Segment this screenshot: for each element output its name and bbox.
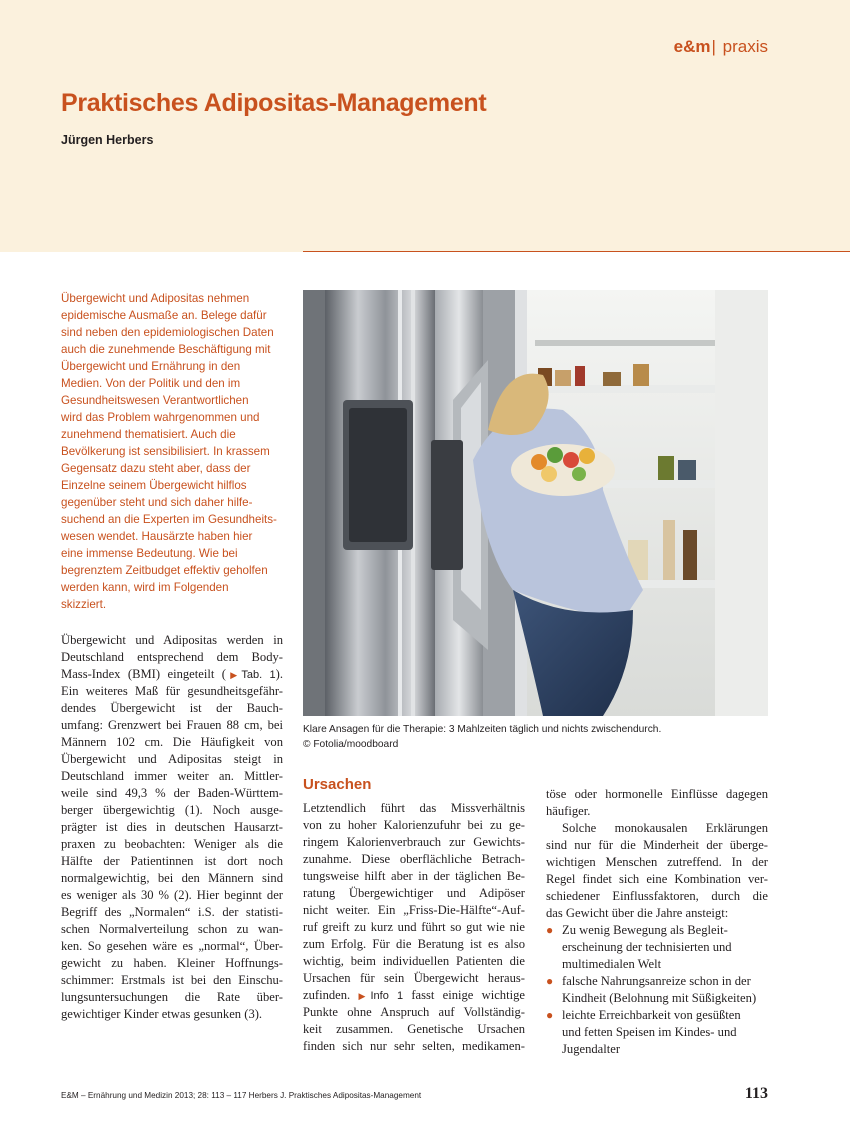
abstract-line: epidemische Ausmaße an. Belege dafür xyxy=(61,309,267,322)
body-line: normalgewichtig, bei den Männern sind xyxy=(61,871,283,885)
abstract-line: wird das Problem wahrgenommen und xyxy=(61,411,260,424)
abstract-line: suchend an die Experten im Gesundheits- xyxy=(61,513,277,526)
body-line: Begriff des „Normalen“ i.S. der statisti- xyxy=(61,905,283,919)
body-line-with-ref: zufinden. ▶Info 1 fasst einige wichtige xyxy=(303,988,525,1002)
body-line: umfang: Grenzwert bei Frauen 88 cm, bei xyxy=(61,718,283,732)
footer-citation: E&M – Ernährung und Medizin 2013; 28: 113 – 117 Herbers J. Praktisches Adipositas-Management xyxy=(61,1091,422,1100)
abstract xyxy=(61,290,285,613)
abstract-line: Gesundheitswesen Verantwortlichen xyxy=(61,394,249,407)
body-line: prägter ist dies in deutschen Hausarzt- xyxy=(61,820,283,834)
body-line: Solche monokausalen Erklärungen xyxy=(562,821,768,835)
body-column-3 xyxy=(546,786,768,1058)
abstract-line: skizziert. xyxy=(61,598,107,611)
list-item-line: Zu wenig Bewegung als Begleit- xyxy=(562,923,728,937)
body-line: Hälfte der Patientinnen ist dort noch xyxy=(61,854,283,868)
reference-arrow-icon: ▶ xyxy=(358,991,371,1001)
header-rule xyxy=(303,251,850,252)
body-line: es weniger als 30 % (2). Hier beginnt der xyxy=(61,888,283,902)
list-item-line: und fetten Speisen im Kindes- und xyxy=(562,1025,737,1039)
list-item-line: leichte Erreichbarkeit von gesüßten xyxy=(562,1008,741,1022)
body-line: tungsweise hilft aber in der täglichen Be- xyxy=(303,869,525,883)
body-line: ratung Übergewichtiger und Adipöser xyxy=(303,886,525,900)
bullet-icon: ● xyxy=(546,1008,554,1022)
abstract-line: Medien. Von der Politik und den im xyxy=(61,377,241,390)
body-line: Männern 102 cm. Die Häufigkeit von xyxy=(61,735,283,749)
abstract-line: Bevölkerung ist sensibilisiert. In krassem xyxy=(61,445,270,458)
section-heading-ursachen: Ursachen xyxy=(303,776,372,793)
bullet-icon: ● xyxy=(546,974,554,988)
reference-arrow-icon: ▶ xyxy=(225,670,242,680)
abstract-line: zunehmend thematisiert. Auch die xyxy=(61,428,236,441)
body-line: dendes Übergewicht ist der Bauch- xyxy=(61,701,283,715)
bullet-icon: ● xyxy=(546,923,554,937)
body-line: nicht weiter. Ein „Friss-Die-Hälfte“-Auf- xyxy=(303,903,525,917)
cause-list xyxy=(546,922,768,1058)
body-line: Ursachen für sein Übergewicht heraus- xyxy=(303,971,525,985)
abstract-line: gegenüber steht und sich daher hilfe- xyxy=(61,496,253,509)
body-line: sind nur für die Minderheit der überge- xyxy=(546,838,768,852)
list-item xyxy=(546,922,768,973)
abstract-line: werden kann, wird im Folgenden xyxy=(61,581,229,594)
body-line: Ein weiteres Maß für gesundheitsgefähr- xyxy=(61,684,283,698)
body-line: Letztendlich führt das Missverhältnis xyxy=(303,801,525,815)
page-number: 113 xyxy=(744,1085,768,1102)
abstract-line: begrenztem Zeitbudget effektiv geholfen xyxy=(61,564,268,577)
body-line: Deutschland immer weiter an. Mittler- xyxy=(61,769,283,783)
info-reference-link[interactable]: Info 1 xyxy=(370,990,404,1002)
abstract-line: wesen wendet. Hausärzte haben hier xyxy=(61,530,253,543)
body-line: praxen zu beobachten: Weniger als die xyxy=(61,837,283,851)
abstract-line: eine immense Bedeutung. Wie bei xyxy=(61,547,238,560)
body-line: ringem Kalorienverbrauch zur Gewichts- xyxy=(303,835,525,849)
caption-credit: © Fotolia/moodboard xyxy=(303,739,399,750)
body-line: häufiger. xyxy=(546,804,591,818)
list-item-line: multimedialen Welt xyxy=(562,957,662,971)
body-line: Übergewicht und Adipositas werden in xyxy=(61,633,283,647)
body-line: töse oder hormonelle Einflüsse dagegen xyxy=(546,787,768,801)
list-item xyxy=(546,1007,768,1058)
fridge-illustration xyxy=(303,290,768,716)
body-line: zunahme. Diese oberflächliche Betrach- xyxy=(303,852,525,866)
abstract-line: auch die zunehmende Beschäftigung mit xyxy=(61,343,271,356)
list-item xyxy=(546,973,768,1007)
abstract-line: Einzelne seinem Übergewicht hilflos xyxy=(61,479,247,492)
body-line: finden sich nur sehr selten, medikamen- xyxy=(303,1039,525,1053)
body-line: weile sind 49,3 % der Baden-Württem- xyxy=(61,786,283,800)
body-line-with-ref: Mass-Index (BMI) eingeteilt (▶Tab. 1). xyxy=(61,667,284,681)
list-item-line: falsche Nahrungsanreize schon in der xyxy=(562,974,751,988)
body-line: ruf greift zu kurz und führt so gut wie nie xyxy=(303,920,525,934)
body-line: Deutschland entsprechend dem Body- xyxy=(61,650,283,664)
body-line: lungsuntersuchungen die Rate über- xyxy=(61,990,283,1004)
list-item-line: Jugendalter xyxy=(562,1042,621,1056)
figure-caption xyxy=(303,722,773,752)
body-line: berger übergewichtig (1). Noch ausge- xyxy=(61,803,283,817)
body-line: wichtigen Menschen zutreffend. In der xyxy=(546,855,768,869)
body-line: das Gewicht über die Jahre ansteigt: xyxy=(546,906,729,920)
body-line: zum Erfolg. Für die Beratung ist es also xyxy=(303,937,525,951)
body-line: ken. So gesehen wäre es „normal“, Über- xyxy=(61,939,283,953)
abstract-line: Übergewicht und Adipositas nehmen xyxy=(61,292,250,305)
body-line: Übergewicht und Adipositas steigt in xyxy=(61,752,283,766)
body-line: gewicht zu haben. Kleiner Hoffnungs- xyxy=(61,956,283,970)
table-reference-link[interactable]: Tab. 1 xyxy=(241,669,276,681)
body-column-1 xyxy=(61,632,283,1023)
journal-section-label: e&m| praxis xyxy=(673,37,768,56)
list-item-line: Kindheit (Belohnung mit Süßigkeiten) xyxy=(562,991,757,1005)
body-line: wichtig, beim individuellen Patienten die xyxy=(303,954,525,968)
article-title: Praktisches Adipositas-Management xyxy=(61,89,487,117)
body-line: von zu hoher Kalorienzufuhr bei zu ge- xyxy=(303,818,525,832)
abstract-line: sind neben den epidemiologischen Daten xyxy=(61,326,274,339)
fridge-photo xyxy=(303,290,768,716)
body-line: schen Normalverteilung schon zu wan- xyxy=(61,922,283,936)
body-line: gewichtiger Kinder etwas gesunken (3). xyxy=(61,1007,263,1021)
body-line: Punkte ohne Anspruch auf Vollständig- xyxy=(303,1005,525,1019)
body-line: schimmer: Erstmals ist bei den Einschu- xyxy=(61,973,283,987)
body-line: keit zusammen. Genetische Ursachen xyxy=(303,1022,525,1036)
body-line: Regel findet sich eine Kombination ver- xyxy=(546,872,768,886)
caption-text: Klare Ansagen für die Therapie: 3 Mahlzeiten täglich und nichts zwischendurch. xyxy=(303,724,662,735)
abstract-line: Übergewicht und Ernährung in den xyxy=(61,360,241,373)
abstract-line: Gegensatz dazu steht aber, dass der xyxy=(61,462,251,475)
list-item-line: erscheinung der technisierten und xyxy=(562,940,732,954)
article-author: Jürgen Herbers xyxy=(61,133,154,147)
body-line: schiedener Einflussfaktoren, durch die xyxy=(546,889,768,903)
body-column-2 xyxy=(303,800,525,1055)
